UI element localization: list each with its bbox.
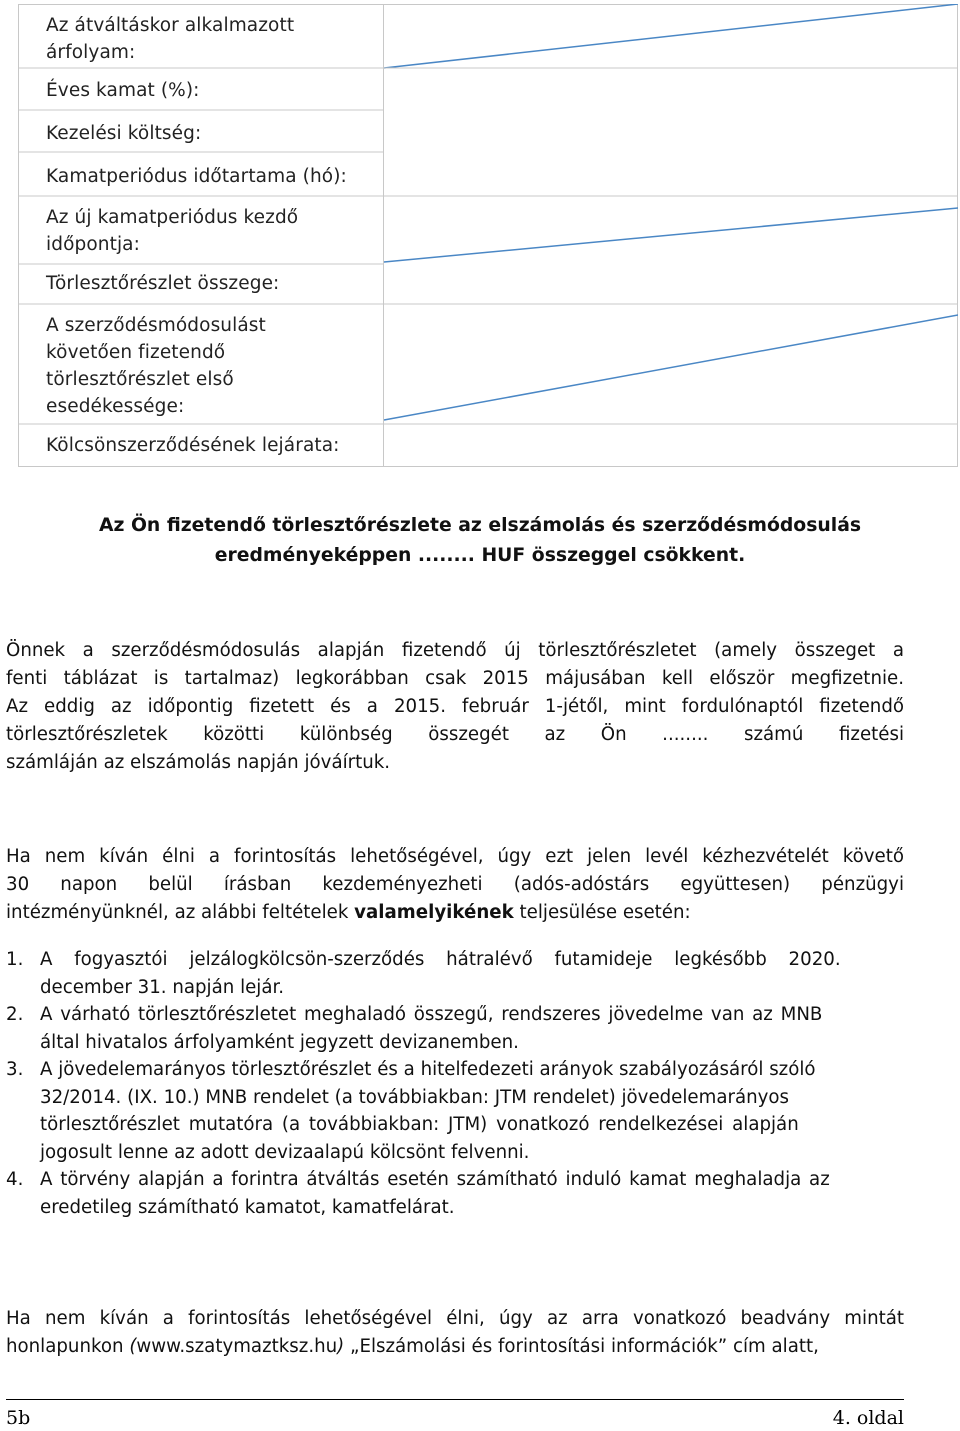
paragraph-line: törlesztőrészletek közötti különbség összegét az Ön ........ számú fizetési <box>6 724 904 745</box>
row-label-handling-fee: Kezelési költség: <box>46 123 202 144</box>
list-item-line: A fogyasztói jelzálogkölcsön-szerződés hátralévő futamideje legkésőbb 2020. <box>40 949 841 970</box>
footer-document-code: 5b <box>6 1407 31 1429</box>
row-label-loan-maturity: Kölcsönszerződésének lejárata: <box>46 435 340 456</box>
row-label-new-period-start: Az új kamatperiódus kezdő időpontja: <box>46 207 299 255</box>
contract-data-table <box>18 4 958 467</box>
paragraph-line: fenti táblázat is tartalmaz) legkorábban csak 2015 májusában kell először megfizetnie. <box>6 668 904 689</box>
list-item-line: 32/2014. (IX. 10.) MNB rendelet (a továbbiakban: JTM rendelet) jövedelemarányos <box>40 1086 789 1108</box>
installment-reduction-notice-line1: Az Ön fizetendő törlesztőrészlete az elszámolás és szerződésmódosulás <box>98 515 862 536</box>
list-item-number: 4. <box>6 1169 24 1190</box>
list-item-line: eredetileg számítható kamatot, kamatfelárat. <box>40 1196 455 1218</box>
list-item-number: 2. <box>6 1004 24 1025</box>
paragraph-line: Ha nem kíván a forintosítás lehetőségével élni, úgy az arra vonatkozó beadvány mintát <box>6 1308 904 1329</box>
blank-cell-diagonal <box>384 315 958 420</box>
list-item-line: A törvény alapján a forintra átváltás esetén számítható induló kamat meghaladja az <box>40 1169 830 1190</box>
list-item-number: 3. <box>6 1059 24 1080</box>
row-label-exchange-rate: Az átváltáskor alkalmazott árfolyam: <box>46 15 295 63</box>
list-item-line: törlesztőrészlet mutatóra (a továbbiakban: JTM) vonatkozó rendelkezései alapján <box>40 1114 799 1135</box>
paragraph-line: Önnek a szerződésmódosulás alapján fizetendő új törlesztőrészletet (amely összeget a <box>6 640 904 661</box>
paragraph-line: honlapunkon (www.szatymaztksz.hu) „Elszámolási és forintosítási információk” cím alatt, <box>6 1336 819 1357</box>
list-item-number: 1. <box>6 949 24 970</box>
list-item-line: A jövedelemarányos törlesztőrészlet és a hitelfedezeti arányok szabályozásáról szóló <box>40 1059 816 1080</box>
paragraph-line: 30 napon belül írásban kezdeményezheti (adós-adóstárs együttesen) pénzügyi <box>6 874 904 895</box>
blank-cell-diagonal <box>384 4 958 68</box>
paragraph-line: számláján az elszámolás napján jóváírtuk. <box>6 752 391 773</box>
paragraph-new-installment <box>6 637 904 777</box>
list-item-line: által hivatalos árfolyamként jegyzett devizanemben. <box>40 1031 519 1053</box>
list-item-line: december 31. napján lejár. <box>40 976 285 998</box>
footer-page-number: 4. oldal <box>832 1407 904 1429</box>
list-item-line: jogosult lenne az adott devizaalapú kölcsönt felvenni. <box>40 1141 530 1163</box>
paragraph-opt-out <box>6 843 904 927</box>
footer-divider <box>6 1399 904 1400</box>
installment-reduction-notice-line2: eredményeképpen ........ HUF összeggel csökkent. <box>214 545 746 566</box>
paragraph-line: Ha nem kíván élni a forintosítás lehetőségével, úgy ezt jelen levél kézhezvételét követő <box>6 846 904 867</box>
row-label-interest-period: Kamatperiódus időtartama (hó): <box>46 166 347 187</box>
paragraph-line: intézményünknél, az alábbi feltételek valamelyikének teljesülése esetén: <box>6 902 691 923</box>
list-item-line: A várható törlesztőrészletet meghaladó összegű, rendszeres jövedelme van az MNB <box>40 1004 823 1025</box>
website-link[interactable]: www.szatymaztksz.hu <box>136 1336 338 1357</box>
paragraph-line: Az eddig az időpontig fizetett és a 2015. február 1-jétől, mint fordulónaptól fizetendő <box>6 696 904 717</box>
row-label-annual-interest: Éves kamat (%): <box>46 80 200 101</box>
paragraph-sample-form <box>6 1305 904 1361</box>
row-label-installment-amount: Törlesztőrészlet összege: <box>46 273 280 294</box>
emphasis-any-condition: valamelyikének <box>354 902 514 923</box>
row-label-first-due-date: A szerződésmódosulást követően fizetendő törlesztőrészlet első esedékessége: <box>46 315 266 417</box>
blank-cell-diagonal <box>384 208 958 262</box>
